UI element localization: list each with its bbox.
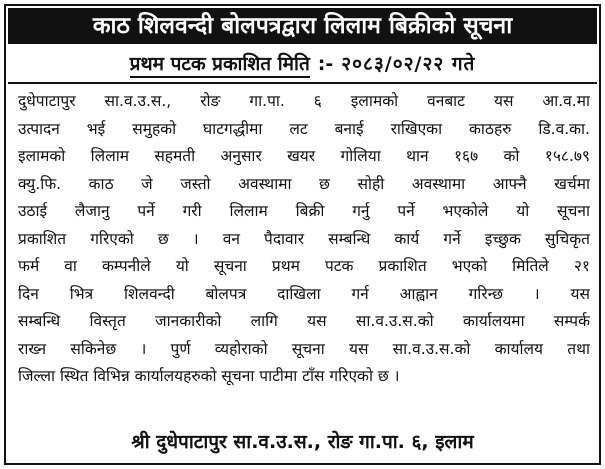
body-line: उत्पादन भई समुहको घाटगद्धीमा लट बनाई राखिएका काठहरु डि.व.का. [18,119,590,138]
body-line: उठाई लैजानु पर्ने गरी लिलाम बिक्री गर्नु पर्ने भएकोले यो सूचना [18,202,590,220]
publication-date-separator: :- [317,53,334,75]
body-line: दिन भित्र शिलवन्दी बोलपत्र दाखिला गर्न आह्वान गरिन्छ । यस [18,284,590,303]
body-line: राख्न सकिनेछ । पुर्ण व्यहोराको सूचना यस सा.व.उ.स.को कार्यालय तथा [18,339,590,358]
body-line: प्रकाशित गरिएको छ । वन पैदावार सम्बन्धि कार्य गर्ने इच्छुक सुचिकृत [18,229,590,248]
publication-date-line [6,48,599,80]
notice-box [4,4,601,465]
body-line: जिल्ला स्थित विभिन्न कार्यालयहरुको सूचना पाटीमा टाँस गरिएको छ । [18,367,400,385]
notice-title: काठ शिलवन्दी बोलपत्रद्वारा लिलाम बिक्रीको सूचना [8,8,597,44]
body-line: क्यु.फि. काठ जे जस्तो अवस्थामा छ सोही अवस्थामा आफ्नै खर्चमा [18,174,590,193]
header-divider [8,82,597,84]
notice-footer: श्री दुधेपाटापुर सा.व.उ.स., रोङ गा.पा. ६, इलाम [131,431,474,453]
publication-date-label: प्रथम पटक प्रकाशित मिति [130,52,310,78]
body-line: इलामको लिलाम सहमती अनुसार खयर गोलिया थान १६७ को १५८.७९ [18,147,590,165]
body-line: सम्बन्धि विस्तृत जानकारीको लागि यस सा.व.उ.स.को कार्यालयमा सम्पर्क [18,312,590,330]
body-line: दुधेपाटापुर सा.व.उ.स., रोङ गा.पा. ६ इलामको वनबाट यस आ.व.मा [18,92,590,110]
body-line: फर्म वा कम्पनीले यो सूचना प्रथम पटक प्रकाशित भएको मितिले २१ [18,257,590,275]
notice-body [18,88,590,418]
publication-date-value: २०८३/०२/२२ गते [341,53,476,75]
